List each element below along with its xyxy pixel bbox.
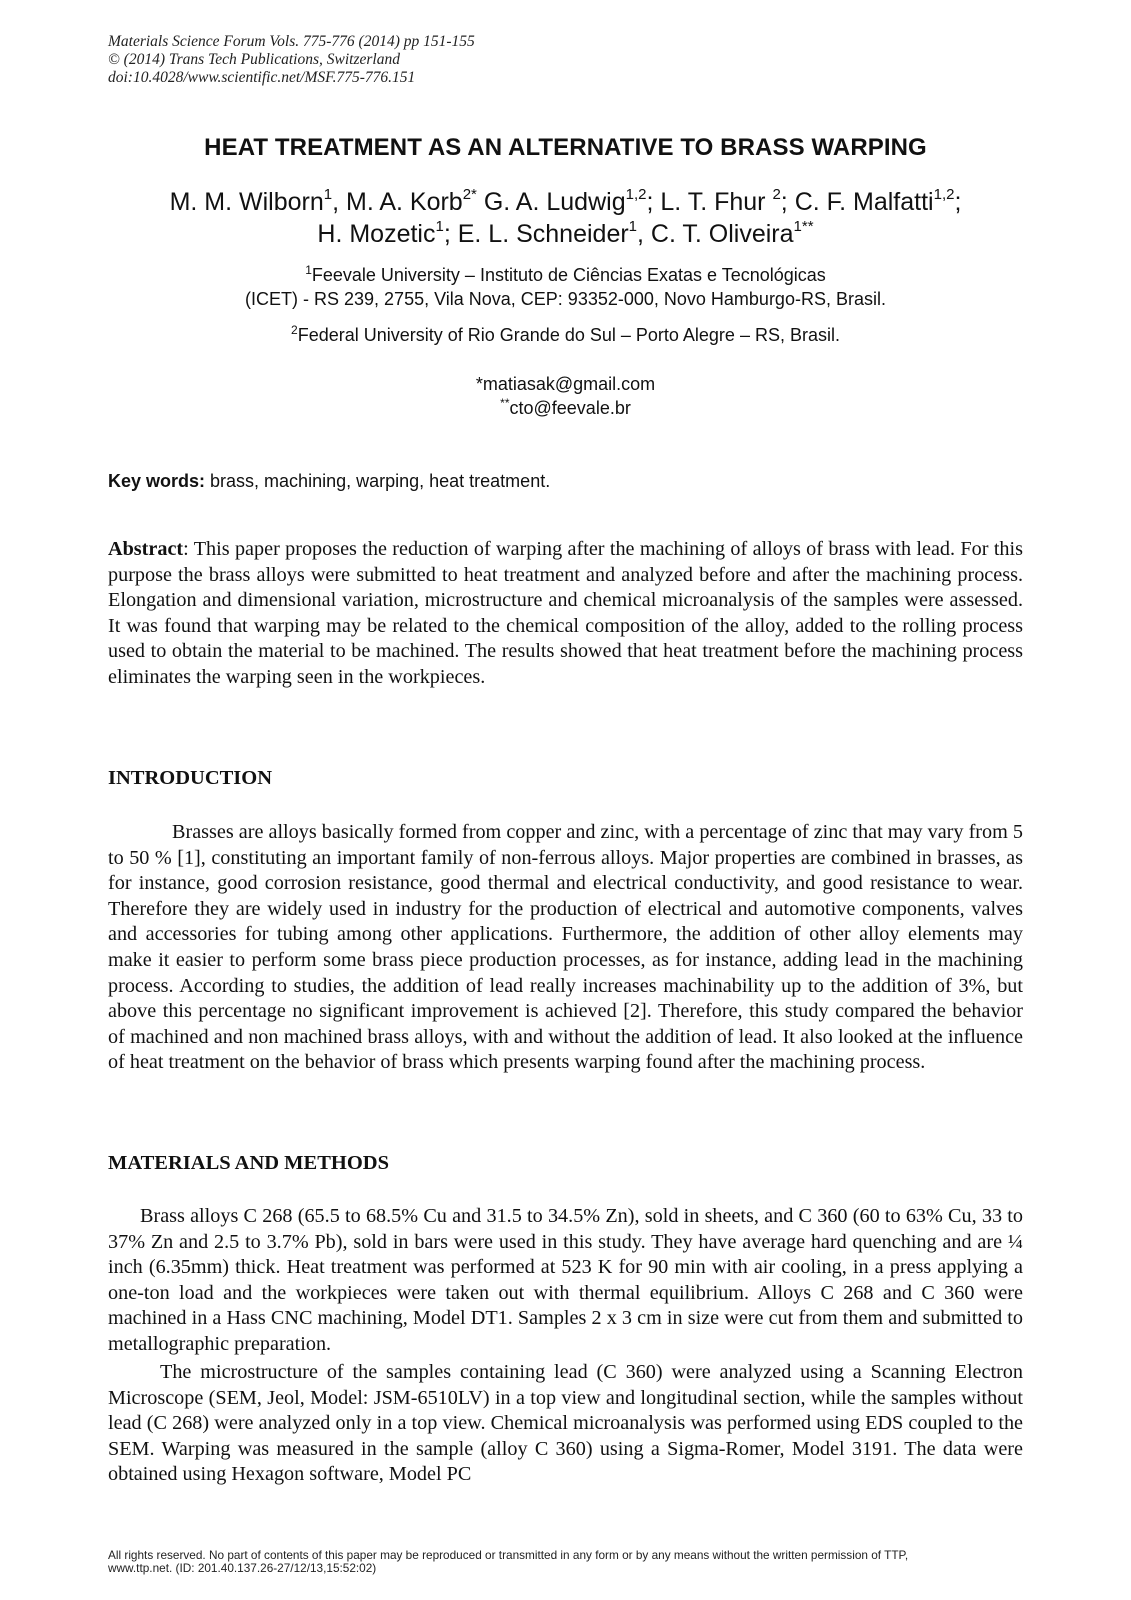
author-affiliation-mark: 2 [772, 186, 781, 203]
author-name: ; E. L. Schneider [443, 220, 629, 248]
materials-methods-paragraph-1: Brass alloys C 268 (65.5 to 68.5% Cu and 31.5 to 34.5% Zn), sold in sheets, and C 360 (60 to 63% Cu, 33 to 37% Zn and 2.5 to 3.7% Pb), sold in bars were used in this study. They have average hard quenching and are ¼ inch (6.35mm) thick. Heat treatment was performed at 523 K for 90 min with air cooling, in a press applying a one-ton load and the workpieces were taken out with thermal equilibrium. Alloys C 268 and C 360 were machined in a Hass CNC machining, Model DT1. Samples 2 x 3 cm in size were cut from them and submitted to metallographic preparation. [108, 1205, 1023, 1355]
author-affiliation-mark: 1 [323, 186, 333, 203]
affiliation-mark: 1 [305, 263, 312, 277]
keywords-text: brass, machining, warping, heat treatment. [205, 471, 551, 491]
affiliation-2 [0, 323, 1131, 347]
contact-emails [0, 372, 1131, 420]
author-name: ; C. F. Malfatti [780, 188, 934, 216]
abstract-text: : This paper proposes the reduction of warping after the machining of alloys of brass with lead. For this purpose the brass alloys were submitted to heat treatment and analyzed before and after the machining process. Elongation and dimensional variation, microstructure and chemical microanalysis of the samples were assessed. It was found that warping may be related to the chemical composition of the alloy, added to the rolling process used to obtain the material to be machined. The results showed that heat treatment before the machining process eliminates the warping seen in the workpieces. [108, 538, 1023, 688]
author-affiliation-mark: 1,2 [933, 186, 955, 203]
journal-copyright: © (2014) Trans Tech Publications, Switzerland [108, 51, 400, 68]
keywords [108, 471, 550, 492]
author-affiliation-mark: 1 [628, 218, 638, 235]
copyright-footer [108, 1549, 908, 1575]
footer-id: www.ttp.net. (ID: 201.40.137.26-27/12/13,15:52:02) [108, 1561, 377, 1575]
affiliation-mark: 2 [291, 323, 298, 337]
author-name: ; L. T. Fhur [646, 188, 773, 216]
author-separator: ; [954, 188, 962, 216]
materials-methods-heading: MATERIALS AND METHODS [108, 1152, 389, 1174]
author-affiliation-mark: 1,2 [625, 186, 647, 203]
author-affiliation-mark: 2* [462, 186, 477, 203]
author-name: H. Mozetic [317, 220, 436, 248]
journal-citation: Materials Science Forum Vols. 775-776 (2014) pp 151-155 [108, 33, 475, 50]
journal-doi: doi:10.4028/www.scientific.net/MSF.775-776.151 [108, 69, 416, 86]
author-name: , M. A. Korb [332, 188, 463, 216]
abstract-label: Abstract [108, 538, 184, 560]
materials-methods-paragraph-2: The microstructure of the samples containing lead (C 360) were analyzed using a Scanning Electron Microscope (SEM, Jeol, Model: JSM-6510LV) in a top view and longitudinal section, while the samples without lead (C 268) were analyzed only in a top view. Chemical microanalysis was performed using EDS coupled to the SEM. Warping was measured in the sample (alloy C 360) using a Sigma-Romer, Model 3191. The data were obtained using Hexagon software, Model PC [108, 1361, 1023, 1486]
journal-header [108, 33, 475, 87]
author-affiliation-mark: 1** [793, 218, 814, 235]
email-1: *matiasak@gmail.com [475, 374, 656, 394]
affiliation-address: (ICET) - RS 239, 2755, Vila Nova, CEP: 93352-000, Novo Hamburgo-RS, Brasil. [245, 289, 886, 309]
affiliation-1 [0, 263, 1131, 311]
keywords-label: Key words: [108, 471, 206, 491]
affiliation-text: Federal University of Rio Grande do Sul – Porto Alegre – RS, Brasil. [297, 325, 840, 345]
author-list [0, 186, 1131, 250]
author-line-1 [0, 186, 1131, 218]
email-address: cto@feevale.br [509, 398, 631, 418]
affiliation-text: Feevale University – Instituto de Ciências Exatas e Tecnológicas [311, 265, 826, 285]
introduction-paragraph: Brasses are alloys basically formed from copper and zinc, with a percentage of zinc that may vary from 5 to 50 % [1], constituting an important family of non-ferrous alloys. Major properties are combined in brasses, as for instance, good corrosion resistance, good thermal and electrical conductivity, and good resistance to wear. Therefore they are widely used in industry for the production of electrical and automotive components, valves and accessories for tubing among other applications. Furthermore, the addition of other alloy elements may make it easier to perform some brass piece production processes, as for instance, adding lead in the machining process. According to studies, the addition of lead really increases machinability up to the addition of 3%, but above this percentage no significant improvement is achieved [2]. Therefore, this study compared the behavior of machined and non machined brass alloys, with and without the addition of lead. It also looked at the influence of heat treatment on the behavior of brass which presents warping found after the machining process. [108, 821, 1023, 1074]
introduction-heading: INTRODUCTION [108, 767, 273, 789]
paper-title: HEAT TREATMENT AS AN ALTERNATIVE TO BRASS WARPING [204, 134, 927, 161]
author-affiliation-mark: 1 [435, 218, 444, 235]
email-2 [0, 396, 1131, 420]
author-name: , C. T. Oliveira [637, 220, 794, 248]
author-line-2 [0, 218, 1131, 250]
footer-rights: All rights reserved. No part of contents of this paper may be reproduced or transmitted in any form or by any means without the written permission of TTP, [108, 1548, 909, 1562]
author-name: M. M. Wilborn [169, 188, 324, 216]
author-name: G. A. Ludwig [476, 188, 626, 216]
email-mark: ** [500, 396, 510, 410]
abstract [108, 537, 1023, 691]
